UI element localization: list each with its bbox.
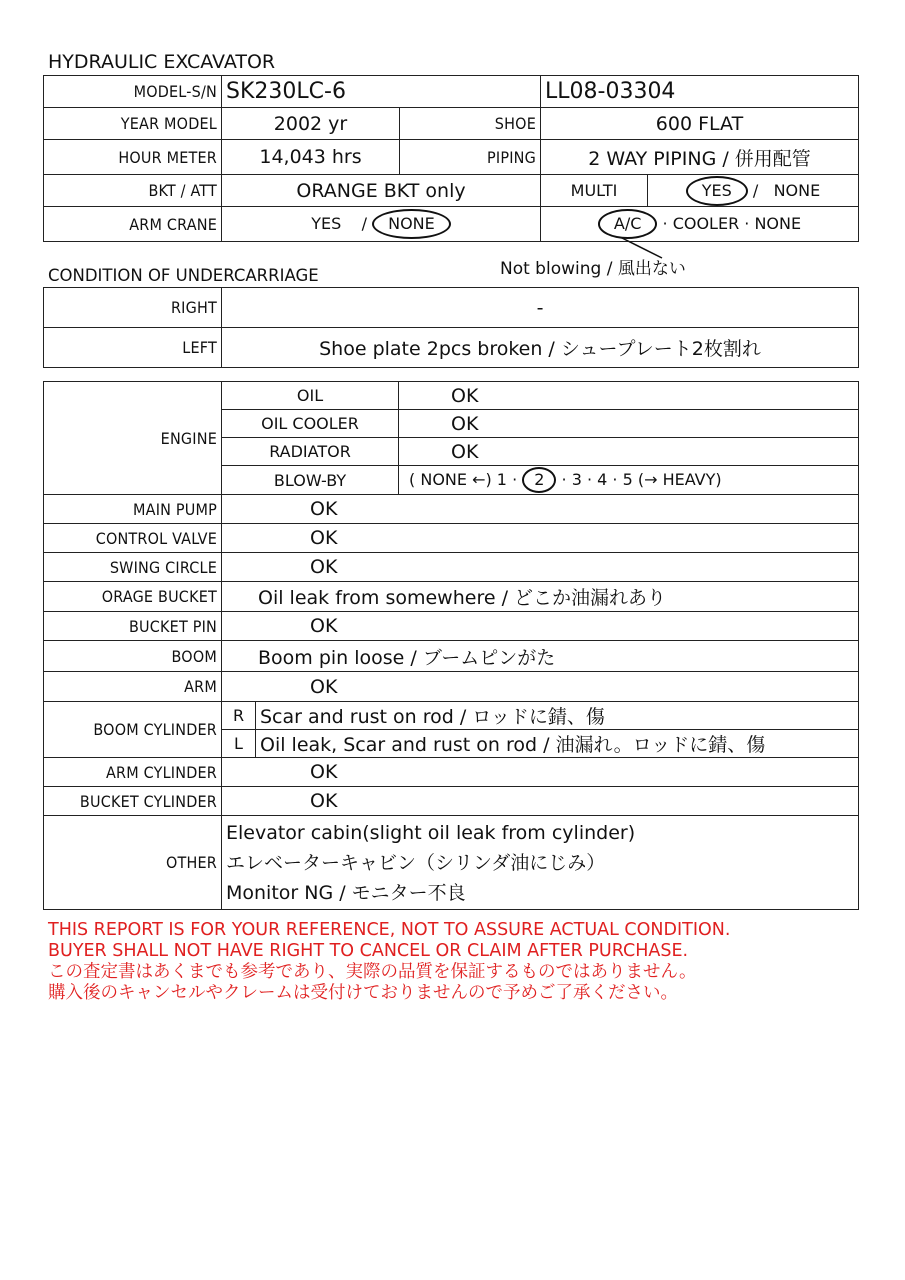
disclaimer-line-4: 購入後のキャンセルやクレームは受付けておりませんので予めご了承ください。 xyxy=(48,983,678,1003)
ac-circled: A/C xyxy=(598,209,658,239)
multi-value xyxy=(648,175,859,207)
arm-crane-label: ARM CRANE xyxy=(44,207,222,242)
blowby-selected-circled: 2 xyxy=(522,467,556,493)
arm-crane-none-circled: NONE xyxy=(372,209,451,239)
document-title: HYDRAULIC EXCAVATOR xyxy=(48,51,276,73)
right-value: - xyxy=(222,288,859,328)
other-line-3: Monitor NG / モニター不良 xyxy=(226,881,466,904)
ac-value xyxy=(541,207,859,242)
boom-cylinder-r-label: R xyxy=(222,702,256,730)
other-line-1: Elevator cabin(slight oil leak from cylinder) xyxy=(226,821,636,844)
condition-table xyxy=(43,381,859,910)
blowby-scale-right: · 3 · 4 · 5 (→ HEAVY) xyxy=(561,470,722,489)
radiator-label: RADIATOR xyxy=(222,438,399,466)
shoe-label: SHOE xyxy=(400,108,541,140)
left-value: Shoe plate 2pcs broken / シュープレート2枚割れ xyxy=(222,328,859,368)
arm-cylinder-label: ARM CYLINDER xyxy=(44,758,222,787)
arm-value: OK xyxy=(222,672,859,702)
left-label: LEFT xyxy=(44,328,222,368)
oil-label: OIL xyxy=(222,382,399,410)
blowby-label: BLOW-BY xyxy=(222,466,399,495)
boom-cylinder-r-value: Scar and rust on rod / ロッドに錆、傷 xyxy=(256,702,859,730)
hour-meter-value: 14,043 hrs xyxy=(222,140,400,175)
year-label: YEAR MODEL xyxy=(44,108,222,140)
arm-crane-value xyxy=(222,207,541,242)
undercarriage-heading: CONDITION OF UNDERCARRIAGE xyxy=(48,266,319,285)
right-label: RIGHT xyxy=(44,288,222,328)
disclaimer-line-3: この査定書はあくまでも参考であり、実際の品質を保証するものではありません。 xyxy=(48,962,697,982)
blowby-scale xyxy=(399,466,859,495)
ac-options: · COOLER · NONE xyxy=(662,214,802,233)
undercarriage-table xyxy=(43,287,859,368)
ac-note: Not blowing / 風出ない xyxy=(500,259,686,279)
boom-cylinder-l-value: Oil leak, Scar and rust on rod / 油漏れ。ロッドに錆、傷 xyxy=(256,730,859,758)
other-label: OTHER xyxy=(44,816,222,910)
serial-value: LL08-03304 xyxy=(541,76,859,108)
multi-label: MULTI xyxy=(541,175,648,207)
disclaimer-line-2: BUYER SHALL NOT HAVE RIGHT TO CANCEL OR CLAIM AFTER PURCHASE. xyxy=(48,941,689,961)
multi-yes-circled: YES xyxy=(686,176,748,206)
bucket-cylinder-label: BUCKET CYLINDER xyxy=(44,787,222,816)
orage-bucket-value: Oil leak from somewhere / どこか油漏れあり xyxy=(222,582,859,612)
arm-crane-yes: YES xyxy=(311,214,342,233)
bkt-att-value: ORANGE BKT only xyxy=(222,175,541,207)
boom-cylinder-l-label: L xyxy=(222,730,256,758)
hour-meter-label: HOUR METER xyxy=(44,140,222,175)
spec-table xyxy=(43,75,859,242)
blowby-scale-left: ( NONE ←) 1 · xyxy=(409,470,518,489)
swing-circle-value: OK xyxy=(222,553,859,582)
control-valve-value: OK xyxy=(222,524,859,553)
arm-label: ARM xyxy=(44,672,222,702)
bucket-pin-value: OK xyxy=(222,612,859,641)
multi-none: NONE xyxy=(773,180,821,200)
bucket-pin-label: BUCKET PIN xyxy=(44,612,222,641)
arm-cylinder-value: OK xyxy=(222,758,859,787)
oil-value: OK xyxy=(399,382,859,410)
boom-label: BOOM xyxy=(44,641,222,672)
multi-separator: / xyxy=(752,180,759,200)
main-pump-label: MAIN PUMP xyxy=(44,495,222,524)
other-line-2: エレベーターキャビン（シリンダ油にじみ） xyxy=(226,851,606,874)
bkt-att-label: BKT / ATT xyxy=(44,175,222,207)
oil-cooler-label: OIL COOLER xyxy=(222,410,399,438)
engine-label: ENGINE xyxy=(44,382,222,495)
radiator-value: OK xyxy=(399,438,859,466)
disclaimer-line-1: THIS REPORT IS FOR YOUR REFERENCE, NOT TO ASSURE ACTUAL CONDITION. xyxy=(48,920,731,940)
model-sn-label: MODEL-S/N xyxy=(44,76,222,108)
boom-cylinder-label: BOOM CYLINDER xyxy=(44,702,222,758)
oil-cooler-value: OK xyxy=(399,410,859,438)
main-pump-value: OK xyxy=(222,495,859,524)
piping-label: PIPING xyxy=(400,140,541,175)
control-valve-label: CONTROL VALVE xyxy=(44,524,222,553)
orage-bucket-label: ORAGE BUCKET xyxy=(44,582,222,612)
other-value xyxy=(222,816,859,910)
swing-circle-label: SWING CIRCLE xyxy=(44,553,222,582)
year-value: 2002 yr xyxy=(222,108,400,140)
piping-value: 2 WAY PIPING / 併用配管 xyxy=(541,140,859,175)
shoe-value: 600 FLAT xyxy=(541,108,859,140)
arm-crane-separator: / xyxy=(361,214,368,233)
bucket-cylinder-value: OK xyxy=(222,787,859,816)
disclaimer xyxy=(48,920,730,1004)
boom-value: Boom pin loose / ブームピンがた xyxy=(222,641,859,672)
model-value: SK230LC-6 xyxy=(222,76,541,108)
